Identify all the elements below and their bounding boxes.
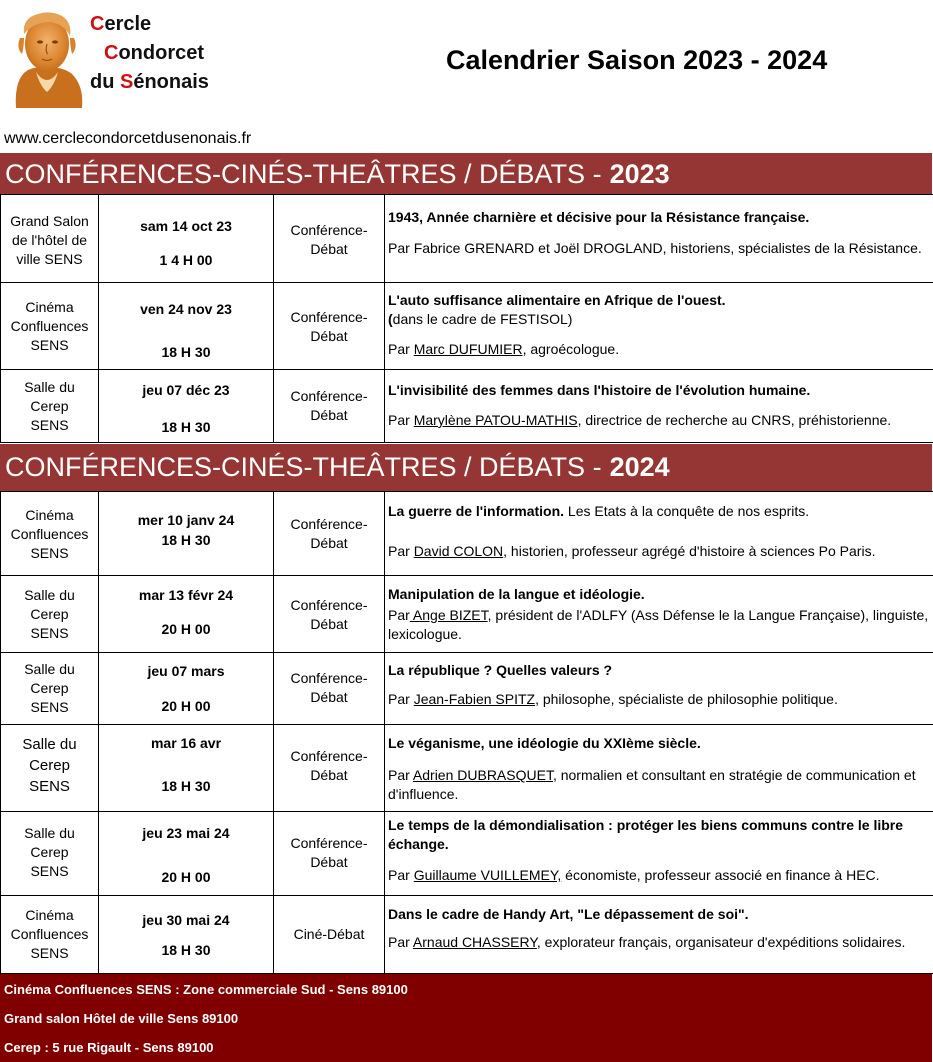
speaker-link[interactable]: Arnaud CHASSERY [412, 934, 537, 950]
date-cell: sam 14 oct 23 1 4 H 00 [99, 195, 274, 283]
table-row [1, 653, 933, 725]
venue-cell: Grand Salon de l'hôtel de ville SENS [1, 195, 99, 283]
table-row [1, 370, 933, 443]
table-row [1, 812, 933, 896]
description-cell: Le véganisme, une idéologie du XXIème siècle. Par Adrien DUBRASQUET, normalien et consultant en stratégie de communication et d'influence. [385, 725, 933, 812]
speaker-link[interactable]: Guillaume VUILLEMEY, [413, 867, 562, 883]
footer-address-cerep: Cerep : 5 rue Rigault - Sens 89100 [4, 1040, 214, 1055]
description-cell: La république ? Quelles valeurs ? Par Jean-Fabien SPITZ, philosophe, spécialiste de philosophie politique. [385, 653, 933, 725]
venue-cell: Salle du Cerep SENS [1, 576, 99, 653]
venue-cell: Cinéma Confluences SENS [1, 492, 99, 576]
date-cell: ven 24 nov 23 18 H 30 [99, 283, 274, 370]
date-cell: jeu 23 mai 24 20 H 00 [99, 812, 274, 896]
date-cell: jeu 30 mai 24 18 H 30 [99, 896, 274, 974]
type-cell: Conférence- Débat [274, 370, 385, 443]
date-cell: jeu 07 mars 20 H 00 [99, 653, 274, 725]
type-cell: Conférence- Débat [274, 725, 385, 812]
venue-cell: Salle du Cerep SENS [1, 725, 99, 812]
section-header-2024: CONFÉRENCES-CINÉS-THEÂTRES / DÉBATS - 2024 [0, 444, 932, 491]
venue-cell: Cinéma Confluences SENS [1, 896, 99, 974]
speaker-link[interactable]: Adrien DUBRASQUET [412, 767, 553, 783]
condorcet-portrait-logo [6, 8, 88, 112]
events-table-2024 [0, 491, 933, 974]
speaker-link[interactable]: David COLON [413, 543, 504, 559]
section-header-2023: CONFÉRENCES-CINÉS-THEÂTRES / DÉBATS - 2023 [0, 153, 932, 195]
description-cell: Dans le cadre de Handy Art, "Le dépassement de soi". Par Arnaud CHASSERY, explorateur français, organisateur d'expéditions solidaires. [385, 896, 933, 974]
speaker-link[interactable]: Ange BIZET [409, 607, 488, 623]
type-cell: Conférence- Débat [274, 812, 385, 896]
date-cell: mar 16 avr 18 H 30 [99, 725, 274, 812]
speaker-link[interactable]: Marc DUFUMIER [413, 341, 523, 357]
description-cell: Le temps de la démondialisation : protéger les biens communs contre le libre échange. Par Guillaume VUILLEMEY, économiste, professeur associé en finance à HEC. [385, 812, 933, 896]
description-cell: L'invisibilité des femmes dans l'histoire de l'évolution humaine. Par Marylène PATOU-MATHIS, directrice de recherche au CNRS, préhistorienne. [385, 370, 933, 443]
type-cell: Conférence- Débat [274, 283, 385, 370]
venue-cell: Cinéma Confluences SENS [1, 283, 99, 370]
table-row [1, 492, 933, 576]
logo-text: Cercle Condorcet du Sénonais [90, 13, 209, 93]
description-cell: Manipulation de la langue et idéologie. Par Ange BIZET, président de l'ADLFY (Ass Défense le la Langue Française), linguiste, lexicologue. [385, 576, 933, 653]
speaker-link[interactable]: Marylène PATOU-MATHIS [413, 412, 578, 428]
venue-cell: Salle du Cerep SENS [1, 653, 99, 725]
type-cell: Conférence- Débat [274, 492, 385, 576]
description-cell: 1943, Année charnière et décisive pour la Résistance française. Par Fabrice GRENARD et Joël DROGLAND, historiens, spécialistes de la Résistance. [385, 195, 933, 283]
events-table-2023 [0, 194, 933, 443]
header [0, 0, 933, 132]
table-row [1, 725, 933, 812]
type-cell: Conférence- Débat [274, 195, 385, 283]
date-cell: mer 10 janv 24 18 H 30 [99, 492, 274, 576]
table-row [1, 195, 933, 283]
table-row [1, 283, 933, 370]
table-row [1, 576, 933, 653]
speaker-link[interactable]: Jean-Fabien SPITZ [413, 691, 536, 707]
page-title: Calendrier Saison 2023 - 2024 [446, 45, 828, 75]
footer-address-hotel-de-ville: Grand salon Hôtel de ville Sens 89100 [4, 1011, 239, 1026]
venue-addresses-footer [0, 974, 932, 1062]
description-cell: L'auto suffisance alimentaire en Afrique de l'ouest. (dans le cadre de FESTISOL) Par Marc DUFUMIER, agroécologue. [385, 283, 933, 370]
table-row [1, 896, 933, 974]
venue-cell: Salle du Cerep SENS [1, 370, 99, 443]
type-cell: Ciné-Débat [274, 896, 385, 974]
type-cell: Conférence- Débat [274, 576, 385, 653]
website-url[interactable]: www.cerclecondorcetdusenonais.fr [4, 130, 252, 147]
venue-cell: Salle du Cerep SENS [1, 812, 99, 896]
description-cell: La guerre de l'information. Les Etats à la conquête de nos esprits. Par David COLON, historien, professeur agrégé d'histoire à sciences Po Paris. [385, 492, 933, 576]
date-cell: jeu 07 déc 23 18 H 30 [99, 370, 274, 443]
type-cell: Conférence- Débat [274, 653, 385, 725]
footer-address-cinema: Cinéma Confluences SENS : Zone commerciale Sud - Sens 89100 [4, 982, 408, 997]
date-cell: mar 13 févr 24 20 H 00 [99, 576, 274, 653]
